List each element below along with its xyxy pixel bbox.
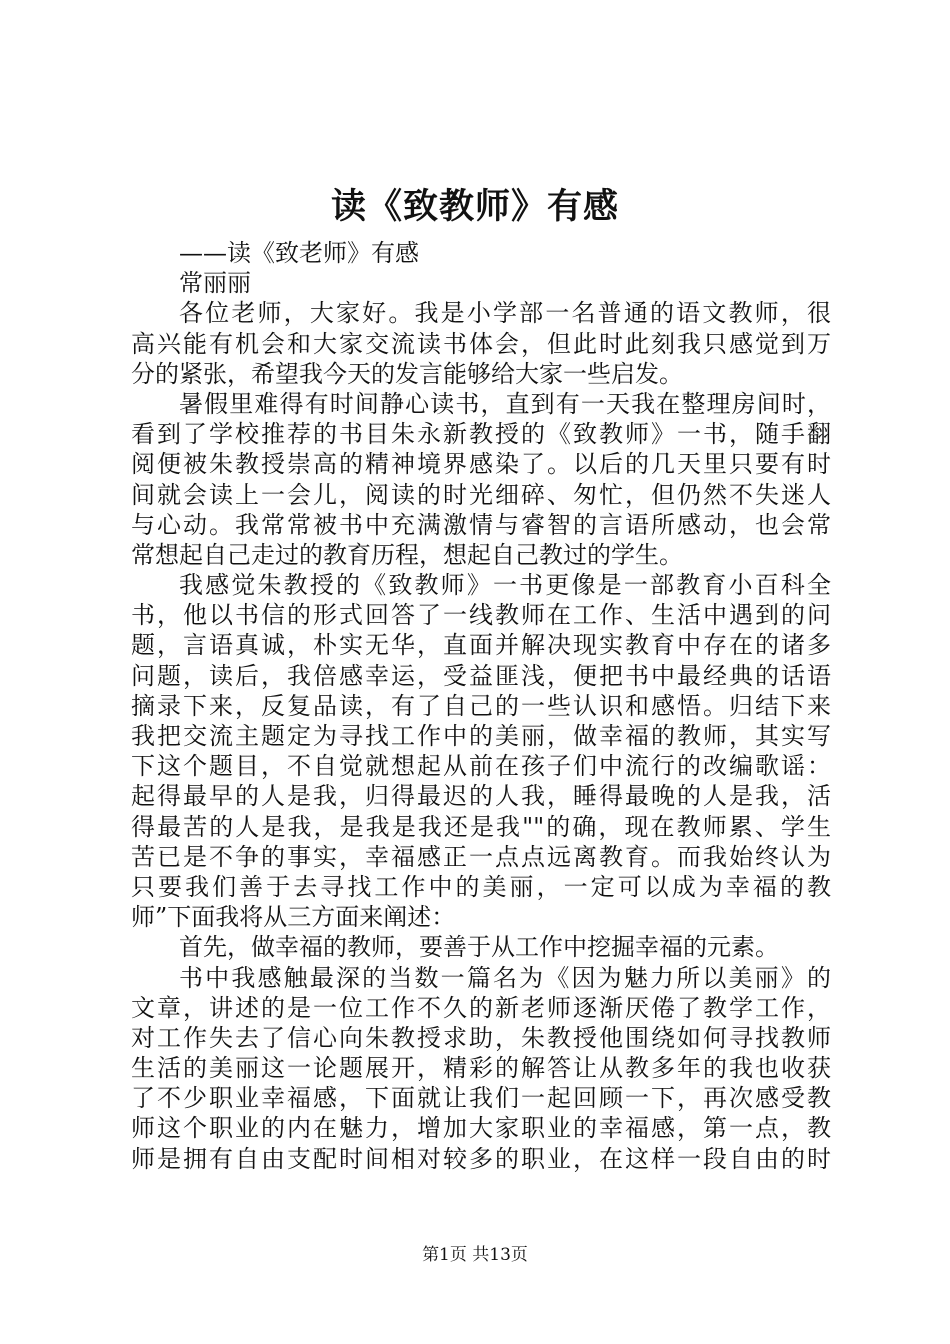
text-line: 对工作失去了信心向朱教授求助，朱教授他围绕如何寻找教师 bbox=[131, 1023, 831, 1052]
text-line: 生活的美丽这一论题展开，精彩的解答让从教多年的我也收获 bbox=[131, 1054, 831, 1083]
text-line: 文章，讲述的是一位工作不久的新老师逐渐厌倦了教学工作， bbox=[131, 993, 831, 1022]
text-line: 看到了学校推荐的书目朱永新教授的《致教师》一书，随手翻 bbox=[131, 420, 831, 449]
text-line: 苦已是不争的事实，幸福感正一点点远离教育。而我始终认为 bbox=[131, 842, 831, 871]
text-line: 间就会读上一会儿，阅读的时光细碎、匆忙，但仍然不失迷人 bbox=[131, 480, 831, 509]
text-line: 得最苦的人是我，是我是我还是我""的确，现在教师累、学生 bbox=[131, 812, 831, 841]
text-line: 首先，做幸福的教师，要善于从工作中挖掘幸福的元素。 bbox=[179, 933, 779, 962]
text-line: 了不少职业幸福感，下面就让我们一起回顾一下，再次感受教 bbox=[131, 1084, 831, 1113]
text-line: 分的紧张，希望我今天的发言能够给大家一些启发。 bbox=[131, 359, 683, 388]
text-line: 常想起自己走过的教育历程，想起自己教过的学生。 bbox=[131, 540, 683, 569]
text-line: 我把交流主题定为寻找工作中的美丽，做幸福的教师，其实写 bbox=[131, 722, 831, 750]
text-line: 阅便被朱教授崇高的精神境界感染了。以后的几天里只要有时 bbox=[131, 450, 831, 479]
text-line: 书，他以书信的形式回答了一线教师在工作、生活中遇到的问 bbox=[131, 601, 831, 630]
text-line: 问题，读后，我倍感幸运，受益匪浅，便把书中最经典的话语 bbox=[131, 661, 831, 690]
page-number-footer: 第1页 共13页 bbox=[422, 1245, 528, 1265]
text-line: 暑假里难得有时间静心读书，直到有一天我在整理房间时， bbox=[179, 389, 831, 418]
document-body bbox=[131, 238, 831, 1174]
subtitle: ——读《致老师》有感 bbox=[179, 239, 419, 267]
text-line: 摘录下来，反复品读，有了自己的一些认识和感悟。归结下来 bbox=[131, 691, 831, 720]
text-line: 高兴能有机会和大家交流读书体会，但此时此刻我只感觉到万 bbox=[131, 329, 831, 358]
document-title: 读《致教师》有感 bbox=[330, 186, 619, 227]
text-line: 书中我感触最深的当数一篇名为《因为魅力所以美丽》的 bbox=[179, 963, 831, 992]
text-line: 师这个职业的内在魅力，增加大家职业的幸福感，第一点，教 bbox=[131, 1114, 831, 1143]
text-line: 起得最早的人是我，归得最迟的人我，睡得最晚的人是我，活 bbox=[131, 782, 831, 811]
text-line: 只要我们善于去寻找工作中的美丽，一定可以成为幸福的教 bbox=[131, 872, 831, 901]
text-line: 题，言语真诚，朴实无华，直面并解决现实教育中存在的诸多 bbox=[131, 631, 831, 660]
text-line: 与心动。我常常被书中充满激情与睿智的言语所感动，也会常 bbox=[131, 510, 831, 539]
text-line: 各位老师，大家好。我是小学部一名普通的语文教师，很 bbox=[179, 299, 831, 328]
text-line: 师是拥有自由支配时间相对较多的职业，在这样一段自由的时 bbox=[131, 1144, 831, 1173]
author-name: 常丽丽 bbox=[179, 269, 251, 298]
text-line: 下这个题目，不自觉就想起从前在孩子们中流行的改编歌谣： bbox=[131, 752, 831, 781]
text-line: 我感觉朱教授的《致教师》一书更像是一部教育小百科全 bbox=[179, 571, 831, 600]
text-line: 师”下面我将从三方面来阐述： bbox=[131, 903, 456, 932]
